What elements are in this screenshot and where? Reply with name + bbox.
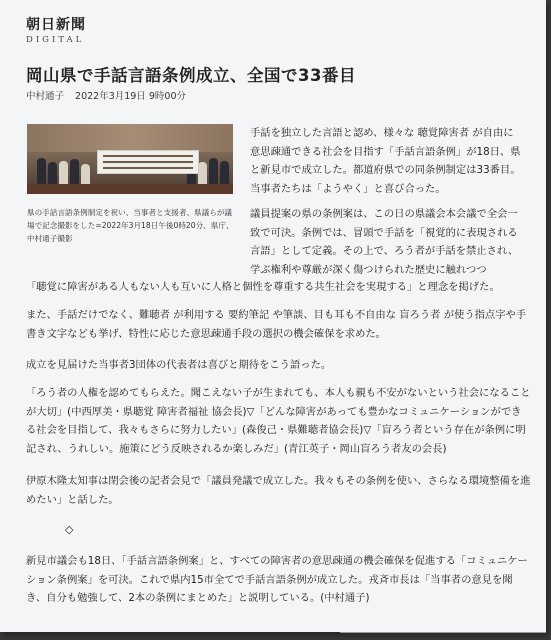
logo-english: DIGITAL	[26, 35, 85, 45]
logo-japanese: 朝日新聞	[26, 17, 86, 33]
paragraph-2: 議員提案の県の条例案は、この日の県議会本会議で全会一致で可決。条例では、冒頭で手話を「視覚的に表現される言語」として定義。その上で、ろう者が手話を禁止され、学ぶ権利や尊厳が深く傷つけられた歴史に触れつつ	[250, 208, 519, 276]
article-title: 岡山県で手話言語条例成立、全国で33番目	[26, 66, 356, 85]
article-photo	[27, 124, 233, 194]
paragraph-4: 成立を見届けた当事者3団体の代表者は喜びと期待をこう語った。	[26, 359, 332, 371]
paragraph-1: 手話を独立した言語と認め、様々な 聴覚障害者 が自由に意思疎通できる社会を目指す「手話言語条例」が18日、県と新見市で成立した。都道府県での同条例制定は33番目。当事者たちは「ようやく」と喜び合った。	[250, 127, 521, 195]
publish-date: 2022年3月19日 9時00分	[75, 91, 187, 102]
paragraph-7: 新見市議会も18日、「手話言語条例案」と、すべての障害者の意思疎通の機会確保を促進する「コミュニケーション条例案」を可決。これで県内15市全てで手話言語条例が成立した。戎斉市長は「当事者の意見を聞き、自分も勉強して、2本の条例にまとめた」と説明している。(中村通子)	[26, 555, 528, 604]
photo-caption: 県の手話言語条例制定を祝い、当事者と支援者、県議らが議場で記念撮影をした=2022年3月18日午後0時20分、県庁、中村通子撮影	[27, 208, 234, 243]
photo-floor	[27, 184, 233, 194]
footer-rule	[340, 632, 546, 633]
paragraph-6: 伊原木隆太知事は閉会後の記者会見で「議員発議で成立した。我々もその条例を使い、さらなる環境整備を進めたい」と話した。	[26, 475, 531, 506]
section-separator: ◇	[65, 523, 74, 536]
paragraph-3: また、手話だけでなく、難聴者 が利用する 要約筆記 や筆談、目も耳も不自由な 盲ろう者 が使う指点字や手書き文字なども挙げ、特性に応じた意思疎通手段の選択の機会確保を求めた。	[26, 309, 527, 340]
byline	[26, 88, 194, 102]
masthead-logo	[26, 14, 86, 45]
photo-banner	[97, 150, 199, 174]
paragraph-5-quotes: 「ろう者の人権を認めてもらえた。聞こえない子が生まれても、本人も親も不安がないという社会になることが大切」(中西厚美・県聴覚 障害者福祉 協会長)▽「どんな障害があっても豊かなコミュニケーションができる社会を目指して、我々もさらに努力したい」(森俊己・県難聴者協会長)▽「盲ろう者という存在が条例に明記され、うれしい。施策にどう反映されるか楽しみだ」(青江英子・岡山盲ろう者友の会長)	[26, 387, 531, 455]
paragraph-2-continued: 「聴覚に障害がある人もない人も互いに人格と個性を尊重する共生社会を実現する」と理念を掲げた。	[26, 281, 500, 293]
author-name: 中村通子	[26, 91, 65, 102]
